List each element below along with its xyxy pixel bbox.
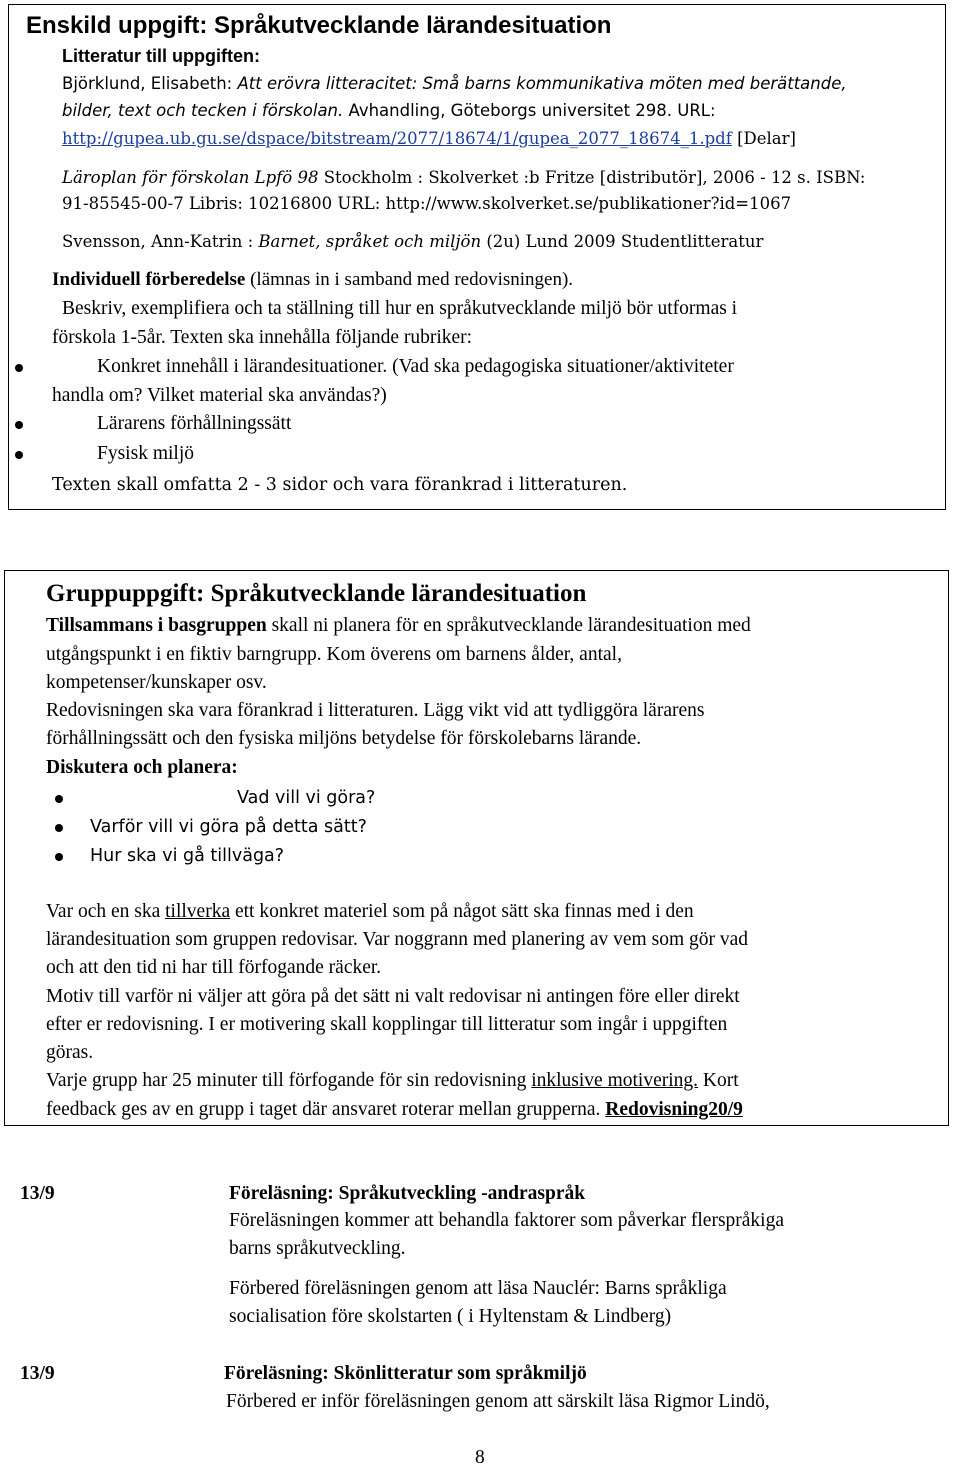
group-p4-line-3: göras. bbox=[46, 1042, 94, 1063]
group-p3-line-3: och att den tid ni har till förfogande räcker. bbox=[46, 957, 382, 978]
discuss-heading: Diskutera och planera: bbox=[46, 757, 238, 778]
bullet-2: Lärarens förhållningssätt bbox=[97, 413, 292, 434]
preparation-heading: Individuell förberedelse bbox=[52, 269, 246, 290]
closing-requirement: Texten skall omfatta 2 - 3 sidor och vara förankrad i litteraturen. bbox=[52, 475, 628, 495]
reference-2-line-2: 91-85545-00-7 Libris: 10216800 URL: http://www.skolverket.se/publikationer?id=1067 bbox=[62, 194, 792, 213]
reference-1-line-3 bbox=[62, 127, 796, 151]
group-p4-line-1: Motiv till varför ni väljer att göra på det sätt ni valt redovisar ni antingen före eller direkt bbox=[46, 986, 740, 1007]
group-p5-line-2 bbox=[46, 1098, 743, 1122]
group-p1-rest: skall ni planera för en språkutvecklande lärandesituation med bbox=[266, 615, 751, 636]
schedule-1-line-4: socialisation före skolstarten ( i Hyltenstam & Lindberg) bbox=[229, 1306, 672, 1327]
group-assignment-title: Gruppuppgift: Språkutvecklande lärandesituation bbox=[46, 580, 587, 607]
description-line-2: förskola 1-5år. Texten ska innehålla följande rubriker: bbox=[52, 327, 473, 348]
group-p3-line-2: lärandesituation som gruppen redovisar. Var noggrann med planering av vem som gör vad bbox=[46, 929, 749, 950]
reference-3-title: Barnet, språket och miljön bbox=[258, 232, 482, 251]
literature-heading: Litteratur till uppgiften: bbox=[62, 46, 260, 66]
reference-1-tail: [Delar] bbox=[731, 129, 796, 148]
bullet-3: Fysisk miljö bbox=[97, 443, 194, 464]
group-p5-c: feedback ges av en grupp i taget där ansvaret roterar mellan grupperna. bbox=[46, 1099, 606, 1120]
group-p3-b: ett konkret materiel som på något sätt ska finnas med i den bbox=[230, 901, 694, 922]
schedule-2-line-1: Förbered er inför föreläsningen genom att särskilt läsa Rigmor Lindö, bbox=[226, 1391, 770, 1412]
reference-3-author: Svensson, Ann-Katrin : bbox=[62, 232, 259, 251]
presentation-date: Redovisning20/9 bbox=[605, 1099, 743, 1120]
schedule-date-1: 13/9 bbox=[20, 1183, 55, 1204]
preparation-line bbox=[52, 268, 573, 292]
page-number: 8 bbox=[475, 1447, 485, 1468]
group-p2-line-2: förhållningssätt och den fysiska miljöns betydelse för förskolebarns lärande. bbox=[46, 728, 642, 749]
group-p4-line-2: efter er redovisning. I er motivering skall kopplingar till litteratur som ingår i uppgiften bbox=[46, 1014, 728, 1035]
bullet-icon bbox=[55, 795, 63, 803]
group-p5-b: Kort bbox=[698, 1070, 739, 1091]
reference-3-rest: (2u) Lund 2009 Studentlitteratur bbox=[481, 232, 764, 251]
description-line-1: Beskriv, exemplifiera och ta ställning till hur en språkutvecklande miljö bör utformas i bbox=[62, 298, 738, 319]
bullet-1-line-1: Konkret innehåll i lärandesituationer. (Vad ska pedagogiska situationer/aktiviteter bbox=[97, 356, 734, 377]
group-p5-underlined: inklusive motivering. bbox=[531, 1070, 699, 1091]
schedule-1-line-1: Föreläsningen kommer att behandla faktorer som påverkar flerspråkiga bbox=[229, 1210, 784, 1231]
schedule-heading-1: Föreläsning: Språkutveckling -andraspråk bbox=[229, 1183, 586, 1204]
reference-1-url-link[interactable]: http://gupea.ub.gu.se/dspace/bitstream/2077/18674/1/gupea_2077_18674_1.pdf bbox=[62, 129, 732, 148]
bullet-icon bbox=[15, 421, 23, 429]
reference-2-title: Läroplan för förskolan Lpfö 98 bbox=[62, 168, 319, 187]
schedule-date-2: 13/9 bbox=[20, 1363, 55, 1384]
reference-2-line-1 bbox=[62, 166, 866, 190]
group-p3-underlined: tillverka bbox=[165, 901, 231, 922]
group-p2-line-1: Redovisningen ska vara förankrad i litteraturen. Lägg vikt vid att tydliggöra lärarens bbox=[46, 700, 705, 721]
question-2: Varför vill vi göra på detta sätt? bbox=[90, 817, 367, 837]
group-p5-line-1 bbox=[46, 1069, 739, 1093]
reference-3 bbox=[62, 230, 763, 254]
reference-1-title-a: Att erövra litteracitet: Små barns kommunikativa möten med berättande, bbox=[237, 74, 847, 93]
bullet-icon bbox=[55, 853, 63, 861]
reference-1-author: Björklund, Elisabeth: bbox=[62, 74, 238, 93]
preparation-rest: (lämnas in i samband med redovisningen). bbox=[245, 269, 574, 290]
bullet-icon bbox=[15, 364, 23, 372]
reference-1-line-1 bbox=[62, 72, 847, 96]
bullet-icon bbox=[55, 824, 63, 832]
group-p3-line-1 bbox=[46, 900, 694, 924]
group-p3-a: Var och en ska bbox=[46, 901, 166, 922]
reference-1-rest: Avhandling, Göteborgs universitet 298. URL: bbox=[343, 101, 716, 120]
group-p5-a: Varje grupp har 25 minuter till förfogande för sin redovisning bbox=[46, 1070, 532, 1091]
question-1: Vad vill vi göra? bbox=[237, 788, 376, 808]
group-p1-bold: Tillsammans i basgruppen bbox=[46, 615, 267, 636]
group-p1-line-2: utgångspunkt i en fiktiv barngrupp. Kom överens om barnens ålder, antal, bbox=[46, 644, 622, 665]
question-3: Hur ska vi gå tillväga? bbox=[90, 846, 285, 866]
bullet-icon bbox=[15, 451, 23, 459]
reference-2-rest: Stockholm : Skolverket :b Fritze [distributör], 2006 - 12 s. ISBN: bbox=[318, 168, 866, 187]
reference-1-title-b: bilder, text och tecken i förskolan. bbox=[62, 101, 344, 120]
reference-1-line-2 bbox=[62, 99, 716, 123]
schedule-1-line-3: Förbered föreläsningen genom att läsa Nauclér: Barns språkliga bbox=[229, 1278, 727, 1299]
group-p1-line-3: kompetenser/kunskaper osv. bbox=[46, 672, 267, 693]
bullet-1-line-2: handla om? Vilket material ska användas?) bbox=[52, 385, 387, 406]
group-p5-line-2-clip bbox=[5, 1098, 948, 1125]
schedule-heading-2: Föreläsning: Skönlitteratur som språkmiljö bbox=[224, 1363, 587, 1384]
group-p1-line-1 bbox=[46, 614, 751, 638]
schedule-1-line-2: barns språkutveckling. bbox=[229, 1238, 406, 1259]
individual-assignment-title: Enskild uppgift: Språkutvecklande lärandesituation bbox=[26, 12, 612, 39]
